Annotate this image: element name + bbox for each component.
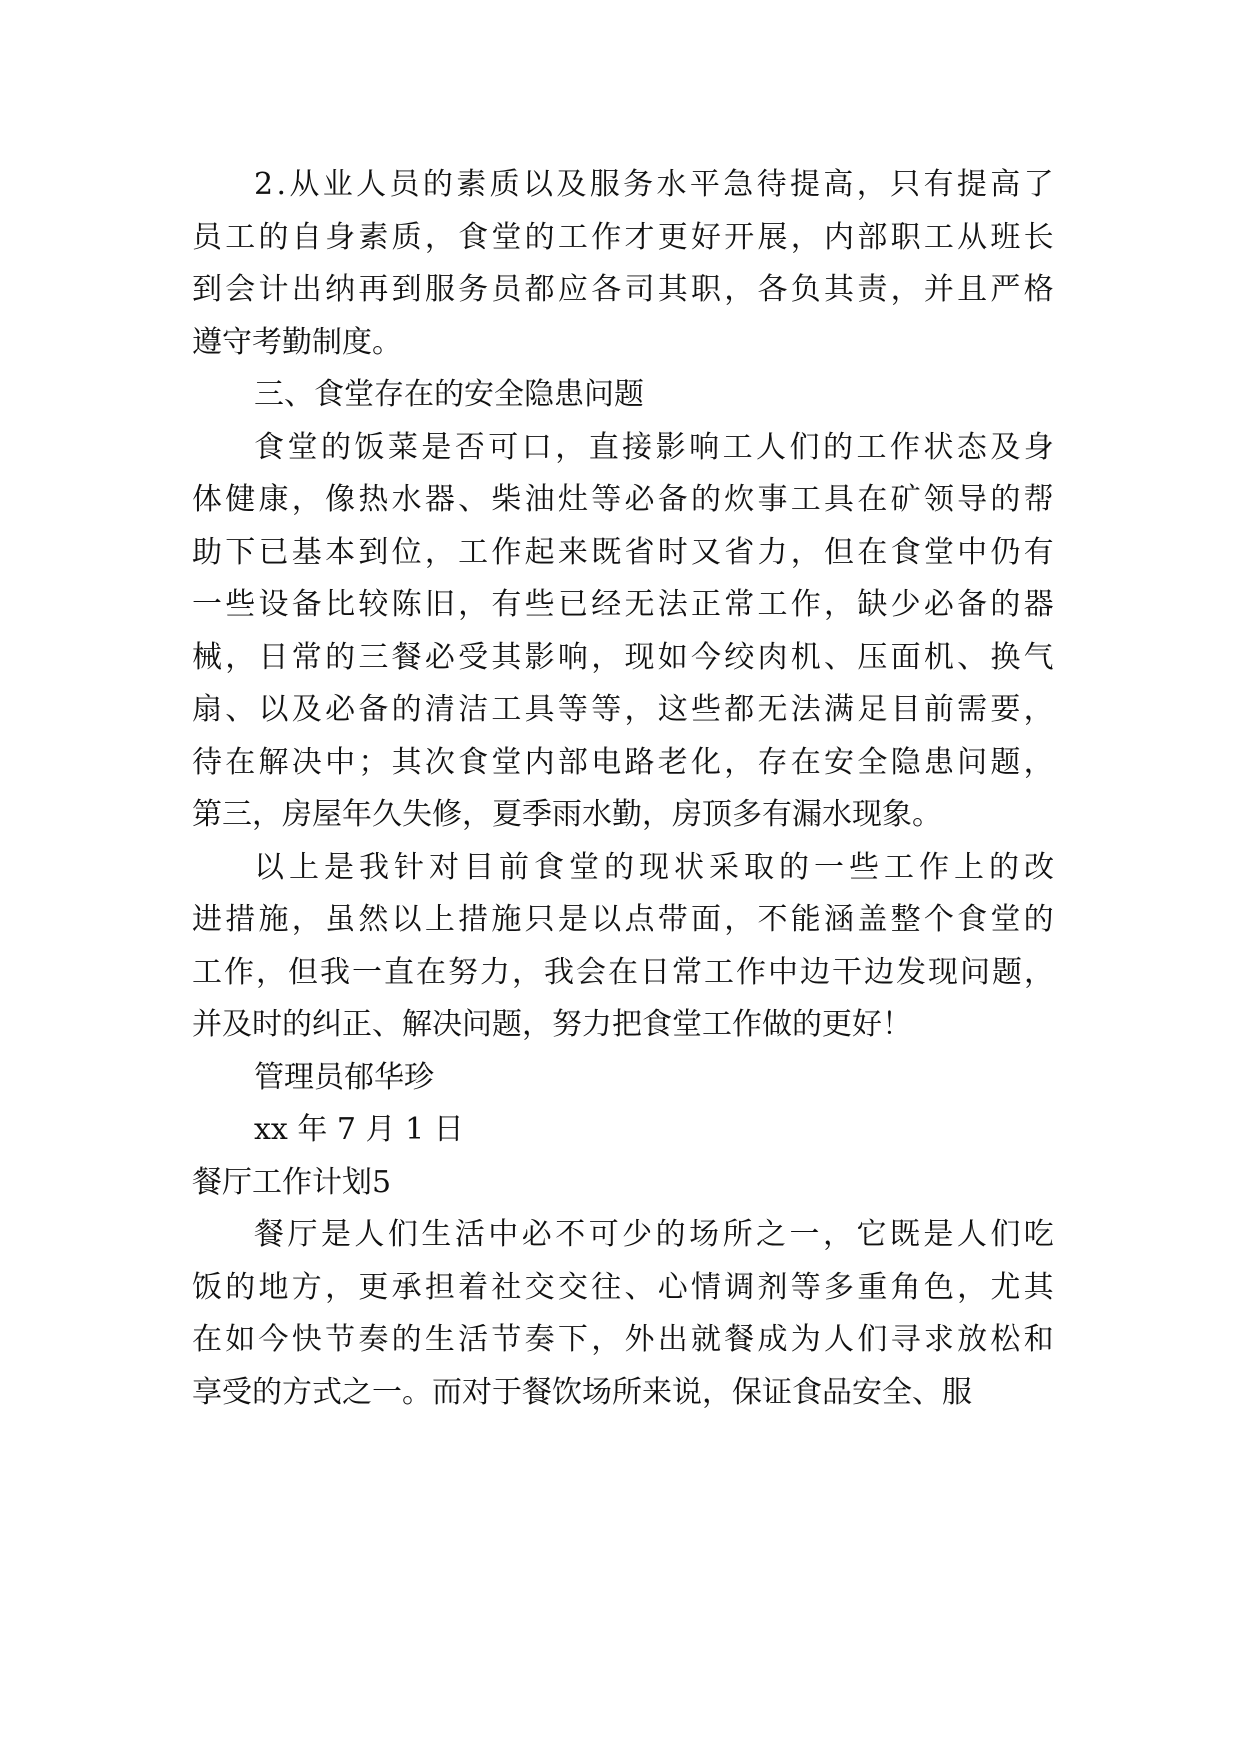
text-line: 扇 、 以 及 必 备 的 清 洁 工 具 等 等 ， 这 些 都 无 法 满 足 目 前 需 要 ， [192,692,1054,727]
paragraph-p5 [192,1052,1054,1105]
text-line: 2 . 从 业 人 员 的 素 质 以 及 服 务 水 平 急 待 提 高 ， 只 有 提 高 了 [254,167,1054,202]
text-line: 一 些 设 备 比 较 陈 旧 ， 有 些 已 经 无 法 正 常 工 作 ， 缺 少 必 备 的 器 [192,587,1054,622]
text-line: 享受的方式之一。而对于餐饮场所来说，保证食品安全、服 [192,1374,972,1410]
text-line: 三、食堂存在的安全隐患问题 [254,377,644,412]
text-line: 助 下 已 基 本 到 位 ， 工 作 起 来 既 省 时 又 省 力 ， 但 在 食 堂 中 仍 有 [192,534,1054,570]
text-line: xx 年 7 月 1 日 [254,1112,464,1147]
text-line: 饭 的 地 方 ， 更 承 担 着 社 交 交 往 、 心 情 调 剂 等 多 重 角 色 ， 尤 其 [192,1269,1054,1305]
text-line: 并及时的纠正、解决问题，努力把食堂工作做的更好！ [192,1007,912,1042]
paragraph-p4 [192,842,1054,1052]
text-line: 管理员郁华珍 [254,1059,434,1095]
text-line: 食 堂 的 饭 菜 是 否 可 口 ， 直 接 影 响 工 人 们 的 工 作 状 态 及 身 [254,429,1054,465]
paragraph-p3 [192,422,1054,842]
text-line: 进 措 施 ， 虽 然 以 上 措 施 只 是 以 点 带 面 ， 不 能 涵 盖 整 个 食 堂 的 [192,902,1054,937]
text-line: 餐 厅 是 人 们 生 活 中 必 不 可 少 的 场 所 之 一 ， 它 既 是 人 们 吃 [254,1217,1054,1252]
text-line: 工 作 ， 但 我 一 直 在 努 力 ， 我 会 在 日 常 工 作 中 边 干 边 发 现 问 题 ， [192,954,1054,990]
text-line: 以 上 是 我 针 对 目 前 食 堂 的 现 状 采 取 的 一 些 工 作 上 的 改 [254,849,1054,885]
text-line: 体 健 康 ， 像 热 水 器 、 柴 油 灶 等 必 备 的 炊 事 工 具 在 矿 领 导 的 帮 [192,482,1054,517]
document-body [192,159,1054,1419]
paragraph-p7 [192,1157,1054,1210]
text-line: 员 工 的 自 身 素 质 ， 食 堂 的 工 作 才 更 好 开 展 ， 内 部 职 工 从 班 长 [192,219,1054,255]
paragraph-p6 [192,1104,1054,1157]
paragraph-p1 [192,159,1054,369]
text-line: 第三，房屋年久失修，夏季雨水勤，房顶多有漏水现象。 [192,797,942,832]
text-line: 到 会 计 出 纳 再 到 服 务 员 都 应 各 司 其 职 ， 各 负 其 责 ， 并 且 严 格 [192,272,1054,307]
text-line: 械 ， 日 常 的 三 餐 必 受 其 影 响 ， 现 如 今 绞 肉 机 、 压 面 机 、 换 气 [192,639,1054,675]
paragraph-p8 [192,1209,1054,1419]
text-line: 餐厅工作计划5 [192,1164,392,1200]
text-line: 在 如 今 快 节 奏 的 生 活 节 奏 下 ， 外 出 就 餐 成 为 人 们 寻 求 放 松 和 [192,1322,1054,1357]
text-line: 遵守考勤制度。 [192,324,402,360]
paragraph-p2 [192,369,1054,422]
text-line: 待 在 解 决 中 ； 其 次 食 堂 内 部 电 路 老 化 ， 存 在 安 全 隐 患 问 题 ， [192,744,1054,780]
